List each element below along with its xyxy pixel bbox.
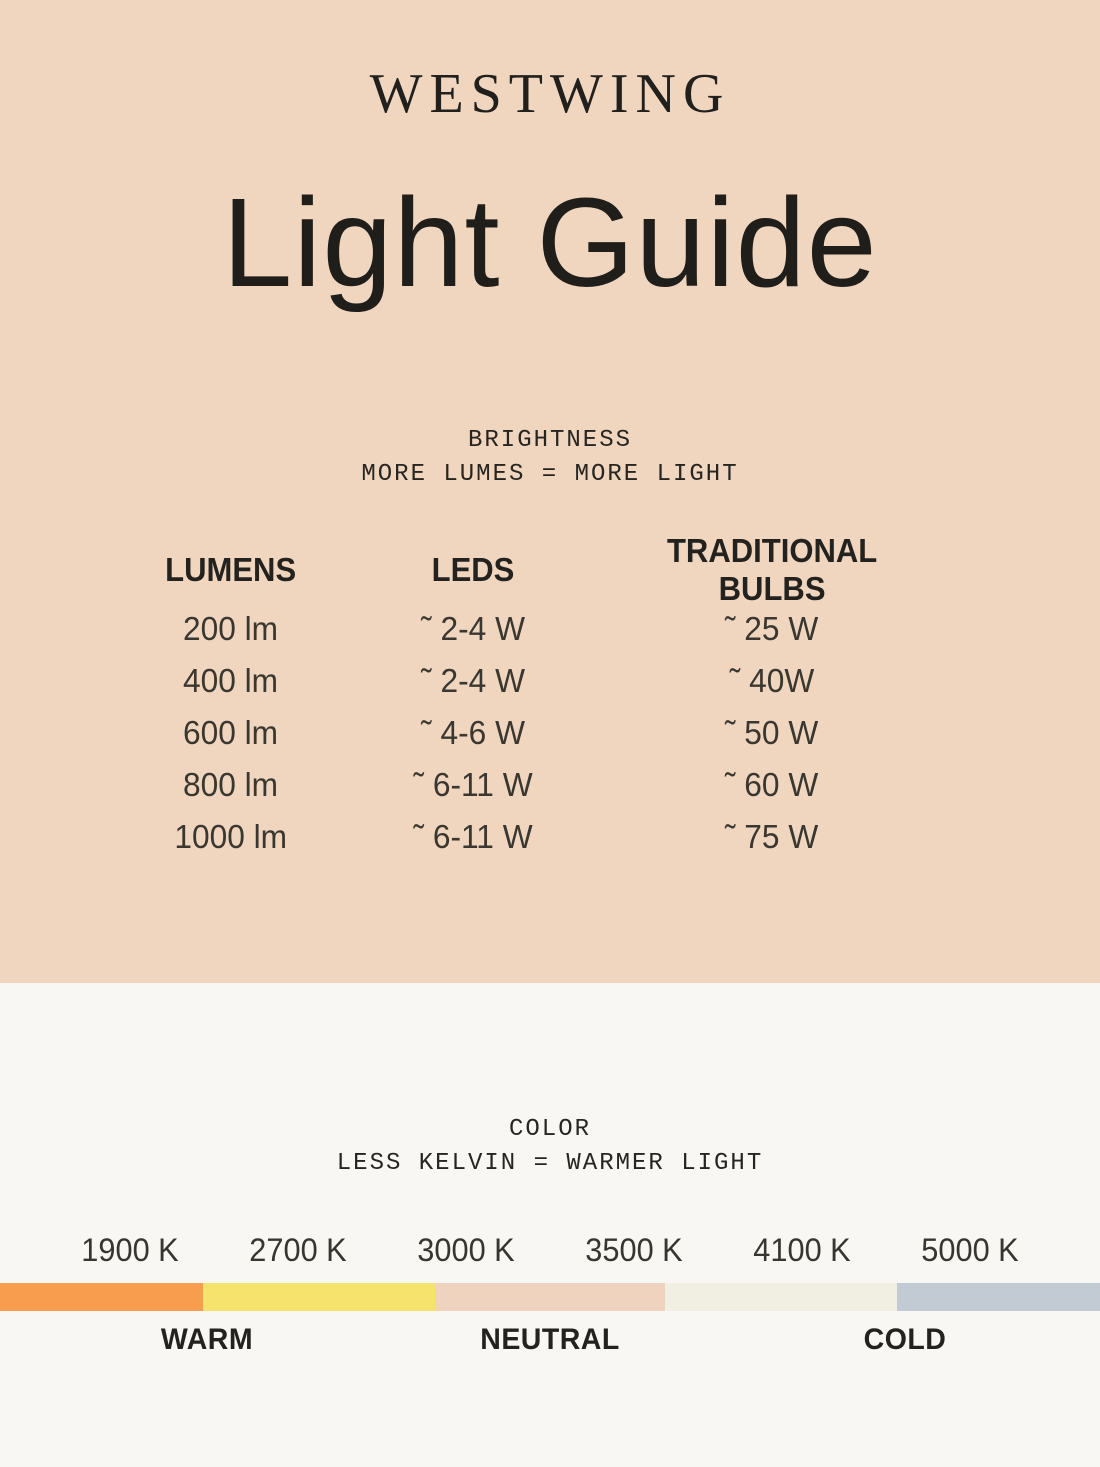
temperature-label-cold: COLD xyxy=(863,1323,947,1357)
temperature-label-neutral: NEUTRAL xyxy=(480,1323,620,1357)
led-watt-value: ˜ 2-4 W xyxy=(420,610,525,648)
kelvin-label: 5000 K xyxy=(921,1232,1019,1269)
table-header-lumens: LUMENS xyxy=(165,551,297,589)
kelvin-scale-labels xyxy=(0,1232,1100,1269)
lumens-value: 200 lm xyxy=(183,610,279,648)
color-subheading: LESS KELVIN = WARMER LIGHT xyxy=(336,1149,764,1177)
bulb-watt-value: ˜ 25 W xyxy=(725,610,819,648)
lumens-value: 1000 lm xyxy=(174,818,288,856)
table-row xyxy=(120,811,940,863)
kelvin-label: 3000 K xyxy=(417,1232,515,1269)
kelvin-label: 4100 K xyxy=(753,1232,851,1269)
bulb-watt-value: ˜ 60 W xyxy=(725,766,819,804)
table-header-traditional-bulbs: TRADITIONAL BULBS xyxy=(666,532,877,608)
color-segment-neutral-cream xyxy=(665,1283,897,1311)
lumens-table xyxy=(120,532,940,863)
bulb-watt-value: ˜ 50 W xyxy=(725,714,819,752)
led-watt-value: ˜ 2-4 W xyxy=(420,662,525,700)
page-title: Light Guide xyxy=(222,172,878,313)
table-row xyxy=(120,603,940,655)
brand-logo: WESTWING xyxy=(369,63,731,125)
brightness-heading: BRIGHTNESS xyxy=(467,427,633,454)
bulb-watt-value: ˜ 40W xyxy=(729,662,815,700)
color-segment-neutral-peach xyxy=(435,1283,665,1311)
color-section xyxy=(0,983,1100,1467)
temperature-label-warm: WARM xyxy=(160,1323,253,1357)
kelvin-label: 1900 K xyxy=(81,1232,179,1269)
led-watt-value: ˜ 6-11 W xyxy=(413,818,533,856)
color-segment-cold-blue-gray xyxy=(897,1283,1100,1311)
lumens-value: 600 lm xyxy=(183,714,279,752)
color-temperature-scale-bar xyxy=(0,1283,1100,1311)
led-watt-value: ˜ 6-11 W xyxy=(413,766,533,804)
color-segment-warm-yellow xyxy=(203,1283,435,1311)
table-row xyxy=(120,707,940,759)
table-header-leds: LEDS xyxy=(431,551,514,589)
led-watt-value: ˜ 4-6 W xyxy=(420,714,525,752)
temperature-labels xyxy=(0,1323,1100,1359)
lumens-value: 400 lm xyxy=(183,662,279,700)
brightness-subheading: MORE LUMES = MORE LIGHT xyxy=(361,460,739,488)
lumens-value: 800 lm xyxy=(183,766,279,804)
kelvin-label: 2700 K xyxy=(249,1232,347,1269)
color-heading: COLOR xyxy=(508,1116,591,1143)
table-row xyxy=(120,655,940,707)
brightness-intro xyxy=(0,424,1100,491)
table-row xyxy=(120,759,940,811)
kelvin-label: 3500 K xyxy=(585,1232,683,1269)
color-segment-warm-orange xyxy=(0,1283,203,1311)
table-header-row xyxy=(120,532,940,608)
bulb-watt-value: ˜ 75 W xyxy=(725,818,819,856)
